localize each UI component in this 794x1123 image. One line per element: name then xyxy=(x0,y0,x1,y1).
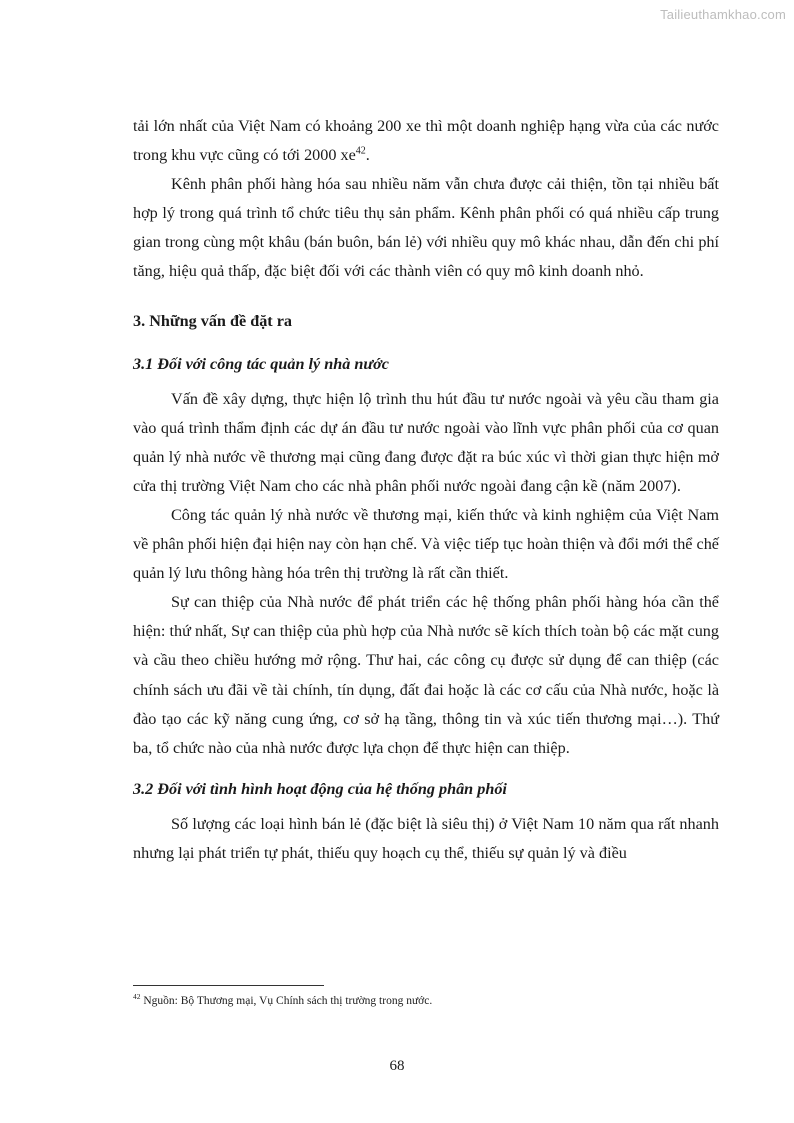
watermark: Tailieuthamkhao.com xyxy=(660,7,786,22)
page-number: 68 xyxy=(389,1058,405,1074)
paragraph-end: . xyxy=(365,146,370,165)
paragraph: Vấn đề xây dựng, thực hiện lộ trình thu hút đầu tư nước ngoài và yêu cầu tham gia vào quá trình thẩm định các dự án đầu tư nước ngoài vào lĩnh vực phân phối của cơ quan quản lý nhà nước về thương mại cũng đang được đặt ra búc xúc vì thời gian thực hiện mở cửa thị trường Việt Nam cho các nhà phân phối nước ngoài đang cận kề (năm 2007). xyxy=(133,389,719,495)
footnote-reference: 42 xyxy=(355,145,366,157)
paragraph: Sự can thiệp của Nhà nước để phát triển các hệ thống phân phối hàng hóa cần thể hiện: thứ nhất, Sự can thiệp của phù hợp của Nhà nước sẽ kích thích toàn bộ các mặt cung và cầu theo chiều hướng mở rộng. Thư hai, các công cụ được sử dụng để can thiệp (các chính sách ưu đãi về tài chính, tín dụng, đất đai hoặc là các cơ cấu của Nhà nước, hoặc là đào tạo các kỹ năng cung ứng, cơ sở hạ tầng, thông tin và xúc tiến thương mại…). Thứ ba, tổ chức nào của nhà nước được lựa chọn để thực hiện can thiệp. xyxy=(133,593,719,757)
paragraph: Kênh phân phối hàng hóa sau nhiều năm vẫn chưa được cải thiện, tồn tại nhiều bất hợp lý trong quá trình tổ chức tiêu thụ sản phẩm. Kênh phân phối có quá nhiều cấp trung gian trong cùng một khâu (bán buôn, bán lẻ) với nhiều quy mô khác nhau, dẫn đến chi phí tăng, hiệu quả thấp, đặc biệt đối với các thành viên có quy mô kinh doanh nhỏ. xyxy=(133,175,719,281)
paragraph-text: tải lớn nhất của Việt Nam có khoảng 200 xe thì một doanh nghiệp hạng vừa của các nước trong khu vực cũng có tới 2000 xe xyxy=(133,117,719,165)
paragraph xyxy=(133,112,719,170)
footnote-text: Nguồn: Bộ Thương mại, Vụ Chính sách thị trường trong nước. xyxy=(140,995,433,1007)
footnote xyxy=(133,993,719,1009)
footnote-divider xyxy=(133,985,324,986)
subsection-heading: 3.2 Đối với tình hình hoạt động của hệ thống phân phối xyxy=(133,779,507,798)
paragraph: Công tác quản lý nhà nước về thương mại, kiến thức và kinh nghiệm của Việt Nam về phân phối hiện đại hiện nay còn hạn chế. Và việc tiếp tục hoàn thiện và đổi mới thể chế quản lý lưu thông hàng hóa trên thị trường là rất cần thiết. xyxy=(133,505,719,583)
section-heading: 3. Những vấn đề đặt ra xyxy=(133,311,293,330)
page-body xyxy=(133,112,719,868)
paragraph: Số lượng các loại hình bán lẻ (đặc biệt là siêu thị) ở Việt Nam 10 năm qua rất nhanh nhưng lại phát triển tự phát, thiếu quy hoạch cụ thể, thiếu sự quản lý và điều xyxy=(133,814,719,862)
footnote-number: 42 xyxy=(133,992,141,1002)
subsection-heading: 3.1 Đối với công tác quản lý nhà nước xyxy=(133,354,389,373)
